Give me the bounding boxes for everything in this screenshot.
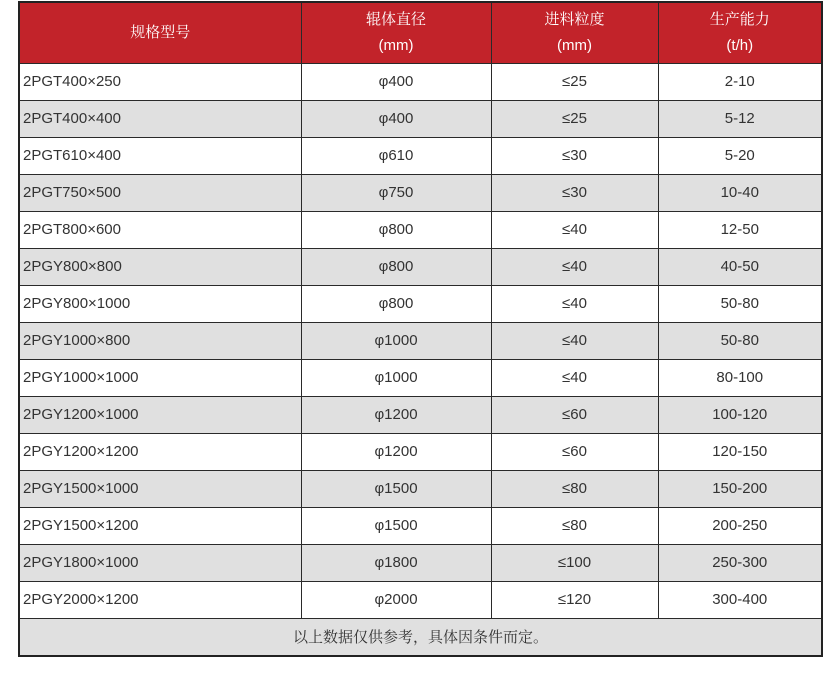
cell-feed-size: ≤80	[491, 507, 658, 544]
cell-model: 2PGT400×400	[19, 100, 301, 137]
table-row	[19, 359, 822, 396]
table-row	[19, 544, 822, 581]
col-header-feed-size-title: 进料粒度	[544, 10, 605, 28]
cell-model: 2PGY1500×1000	[19, 470, 301, 507]
cell-model: 2PGT750×500	[19, 174, 301, 211]
table-row	[19, 174, 822, 211]
col-header-diameter	[301, 2, 491, 63]
cell-capacity: 80-100	[658, 359, 822, 396]
col-header-feed-size	[491, 2, 658, 63]
cell-diameter: φ400	[301, 100, 491, 137]
col-header-capacity	[658, 2, 822, 63]
cell-model: 2PGY800×800	[19, 248, 301, 285]
col-header-model	[19, 2, 301, 63]
cell-capacity: 150-200	[658, 470, 822, 507]
cell-feed-size: ≤40	[491, 211, 658, 248]
cell-model: 2PGT610×400	[19, 137, 301, 174]
cell-model: 2PGY1000×800	[19, 322, 301, 359]
table-row	[19, 211, 822, 248]
table-row	[19, 396, 822, 433]
cell-capacity: 50-80	[658, 322, 822, 359]
cell-diameter: φ2000	[301, 581, 491, 618]
cell-feed-size: ≤100	[491, 544, 658, 581]
cell-diameter: φ1000	[301, 322, 491, 359]
cell-capacity: 5-12	[658, 100, 822, 137]
cell-feed-size: ≤60	[491, 433, 658, 470]
cell-capacity: 300-400	[658, 581, 822, 618]
cell-feed-size: ≤60	[491, 396, 658, 433]
cell-capacity: 12-50	[658, 211, 822, 248]
table-row	[19, 470, 822, 507]
cell-capacity: 120-150	[658, 433, 822, 470]
cell-feed-size: ≤40	[491, 285, 658, 322]
cell-model: 2PGY800×1000	[19, 285, 301, 322]
table-row	[19, 285, 822, 322]
cell-model: 2PGY1500×1200	[19, 507, 301, 544]
cell-capacity: 50-80	[658, 285, 822, 322]
table-row	[19, 248, 822, 285]
cell-model: 2PGY1200×1200	[19, 433, 301, 470]
table-row	[19, 507, 822, 544]
col-header-diameter-unit: (mm)	[378, 36, 414, 54]
cell-model: 2PGT800×600	[19, 211, 301, 248]
table-row	[19, 322, 822, 359]
cell-diameter: φ1000	[301, 359, 491, 396]
cell-feed-size: ≤30	[491, 174, 658, 211]
cell-capacity: 40-50	[658, 248, 822, 285]
cell-feed-size: ≤120	[491, 581, 658, 618]
cell-capacity: 100-120	[658, 396, 822, 433]
cell-model: 2PGY2000×1200	[19, 581, 301, 618]
cell-diameter: φ1500	[301, 470, 491, 507]
cell-diameter: φ800	[301, 248, 491, 285]
col-header-capacity-title: 生产能力	[709, 10, 770, 28]
header-row	[19, 2, 822, 63]
cell-model: 2PGY1800×1000	[19, 544, 301, 581]
cell-capacity: 5-20	[658, 137, 822, 174]
spec-table-container	[18, 1, 823, 657]
footer-note: 以上数据仅供参考，具体因条件而定。	[19, 618, 822, 656]
footer-row	[19, 618, 822, 656]
spec-table	[18, 1, 823, 657]
cell-model: 2PGY1000×1000	[19, 359, 301, 396]
cell-diameter: φ1500	[301, 507, 491, 544]
cell-capacity: 250-300	[658, 544, 822, 581]
col-header-diameter-title: 辊体直径	[365, 10, 426, 28]
cell-diameter: φ400	[301, 63, 491, 100]
table-row	[19, 433, 822, 470]
col-header-model-title: 规格型号	[130, 23, 191, 41]
cell-feed-size: ≤40	[491, 248, 658, 285]
cell-diameter: φ800	[301, 285, 491, 322]
table-row	[19, 63, 822, 100]
cell-diameter: φ1200	[301, 433, 491, 470]
cell-diameter: φ610	[301, 137, 491, 174]
cell-diameter: φ1200	[301, 396, 491, 433]
cell-capacity: 10-40	[658, 174, 822, 211]
cell-model: 2PGY1200×1000	[19, 396, 301, 433]
cell-feed-size: ≤25	[491, 63, 658, 100]
cell-capacity: 200-250	[658, 507, 822, 544]
cell-diameter: φ800	[301, 211, 491, 248]
col-header-feed-size-unit: (mm)	[557, 36, 592, 54]
cell-feed-size: ≤40	[491, 322, 658, 359]
table-row	[19, 137, 822, 174]
table-row	[19, 581, 822, 618]
cell-diameter: φ1800	[301, 544, 491, 581]
cell-capacity: 2-10	[658, 63, 822, 100]
cell-feed-size: ≤80	[491, 470, 658, 507]
cell-feed-size: ≤40	[491, 359, 658, 396]
cell-diameter: φ750	[301, 174, 491, 211]
cell-feed-size: ≤25	[491, 100, 658, 137]
cell-model: 2PGT400×250	[19, 63, 301, 100]
cell-feed-size: ≤30	[491, 137, 658, 174]
table-row	[19, 100, 822, 137]
col-header-capacity-unit: (t/h)	[726, 36, 754, 54]
